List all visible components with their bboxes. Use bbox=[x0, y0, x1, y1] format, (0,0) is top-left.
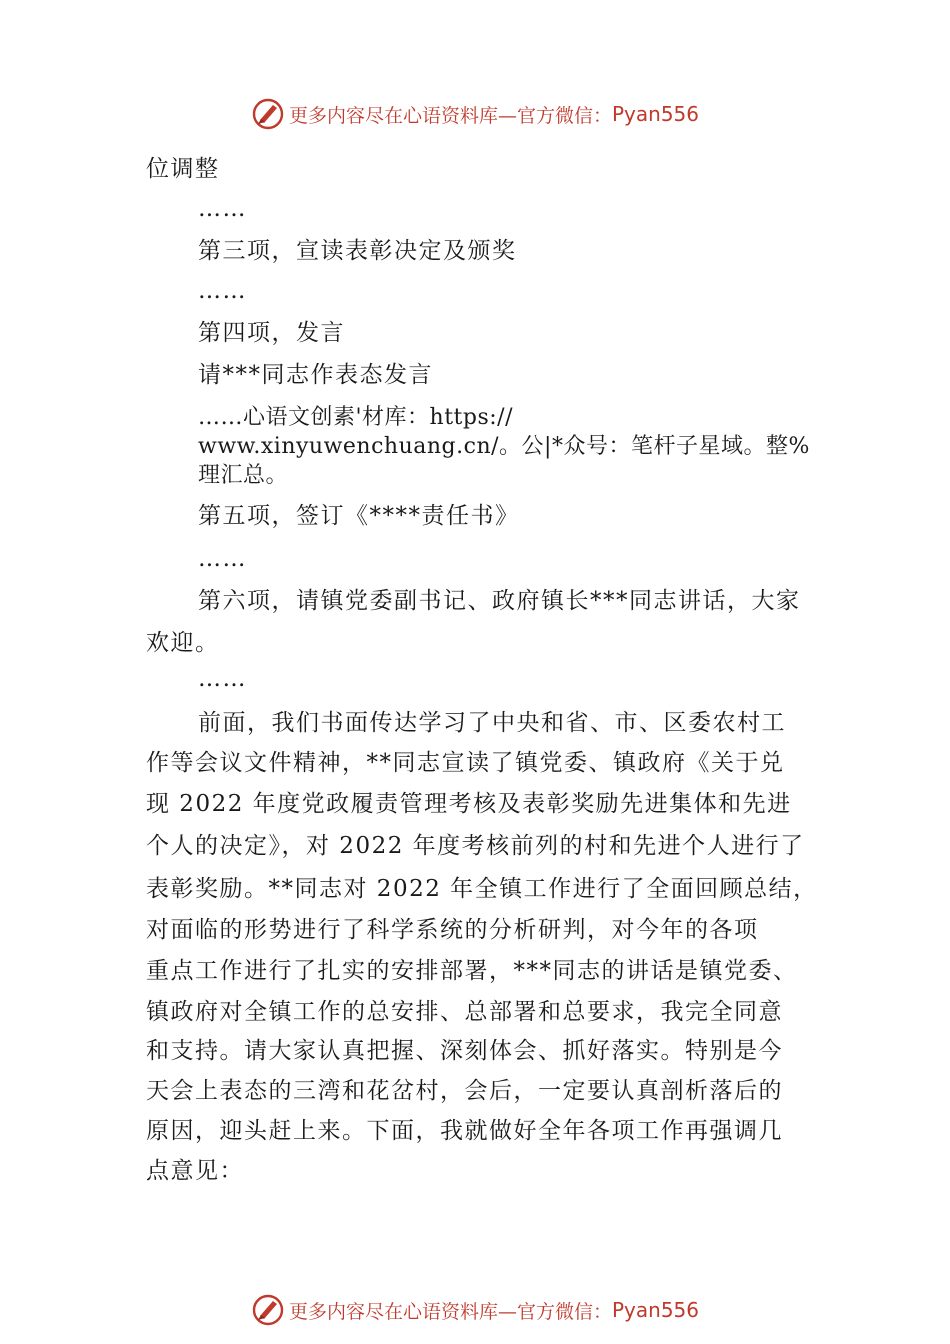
paragraph-line: 和支持。请大家认真把握、深刻体会、抓好落实。特别是今 bbox=[146, 1038, 783, 1064]
banner-text: 更多内容尽在心语资料库—官方微信： bbox=[288, 1300, 612, 1323]
item-four: 第四项，发言 bbox=[198, 320, 345, 346]
ellipsis-line: …… bbox=[198, 196, 247, 222]
brand-logo-icon bbox=[251, 1293, 285, 1327]
ellipsis-line: …… bbox=[198, 278, 247, 304]
item-six: 第六项，请镇党委副书记、政府镇长***同志讲话，大家 bbox=[198, 588, 801, 614]
watermark-line: www.xinyuwenchuang.cn/。公|*众号：笔杆子星域。整% bbox=[198, 434, 810, 459]
banner-account: Pyan556 bbox=[612, 102, 700, 126]
paragraph-line: 重点工作进行了扎实的安排部署，***同志的讲话是镇党委、 bbox=[146, 958, 798, 984]
banner-text: 更多内容尽在心语资料库—官方微信： bbox=[288, 104, 612, 127]
banner-account: Pyan556 bbox=[612, 1298, 700, 1322]
paragraph-line: 前面，我们书面传达学习了中央和省、市、区委农村工 bbox=[198, 710, 786, 736]
paragraph-line: 作等会议文件精神，**同志宣读了镇党委、镇政府《关于兑 bbox=[146, 750, 785, 776]
paragraph-line: 个人的决定》，对 2022 年度考核前列的村和先进个人进行了 bbox=[146, 833, 805, 859]
paragraph-line: 点意见： bbox=[146, 1158, 244, 1184]
paragraph-line: 表彰奖励。**同志对 2022 年全镇工作进行了全面回顾总结， bbox=[146, 876, 818, 902]
paragraph-line: 对面临的形势进行了科学系统的分析研判，对今年的各项 bbox=[146, 917, 759, 943]
item-three: 第三项，宣读表彰决定及颁奖 bbox=[198, 238, 517, 264]
watermark-line: ……心语文创素'材库：https:// bbox=[198, 405, 514, 430]
ellipsis-line: …… bbox=[198, 546, 247, 572]
footer-banner bbox=[0, 1290, 950, 1330]
item-five: 第五项，签订《****责任书》 bbox=[198, 503, 520, 529]
watermark-line: 理汇总。 bbox=[198, 463, 289, 488]
text-line: 请***同志作表态发言 bbox=[198, 362, 433, 388]
paragraph-line: 现 2022 年度党政履责管理考核及表彰奖励先进集体和先进 bbox=[146, 791, 792, 817]
paragraph-line: 镇政府对全镇工作的总安排、总部署和总要求，我完全同意 bbox=[146, 999, 783, 1025]
text-line: 位调整 bbox=[146, 156, 220, 182]
text-line: 欢迎。 bbox=[146, 630, 220, 656]
ellipsis-line: …… bbox=[198, 666, 247, 692]
paragraph-line: 天会上表态的三湾和花岔村，会后，一定要认真剖析落后的 bbox=[146, 1078, 783, 1104]
paragraph-line: 原因，迎头赶上来。下面，我就做好全年各项工作再强调几 bbox=[146, 1118, 783, 1144]
